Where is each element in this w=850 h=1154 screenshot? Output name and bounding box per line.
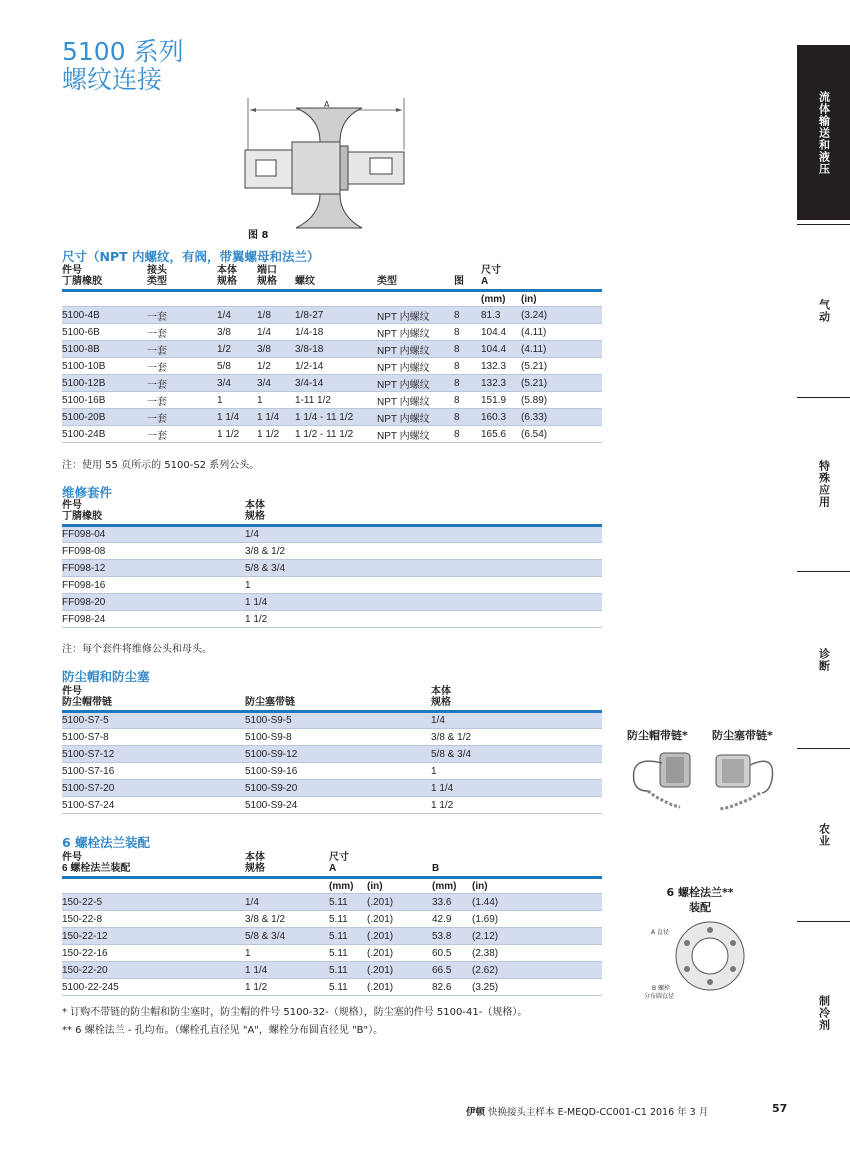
table-cell: NPT 内螺纹 [377,426,454,443]
table-row [62,945,602,962]
table-cell: 150-22-16 [62,945,245,962]
table-cell: 5.11 [329,979,367,996]
table-cell: NPT 内螺纹 [377,375,454,392]
table-row [62,894,602,911]
table-cell: 5100-16B [62,392,147,409]
table-cell: 5/8 & 3/4 [245,560,602,577]
table-row [62,358,602,375]
table-cell: (4.11) [521,341,602,358]
table-cell: 150-22-20 [62,962,245,979]
table-cell: 1 1/4 - 11 1/2 [295,409,377,426]
table-row [62,746,602,763]
table-cell: 1/4 [431,712,602,729]
table-cell: 1 1/4 [257,409,295,426]
table-cell: 5.11 [329,962,367,979]
table-cell: NPT 内螺纹 [377,409,454,426]
table-cell: 1 1/4 [217,409,257,426]
table-cell: 5/8 & 3/4 [431,746,602,763]
footer-text: 快换接头主样本 E-MEQD-CC001-C1 2016 年 3 月 [488,1107,709,1118]
table-cell: 5.11 [329,945,367,962]
col-part-number: 件号 丁腈橡胶 [62,266,147,291]
note-dimensions: 注：使用 55 页所示的 5100-S2 系列公头。 [62,460,260,471]
table-cell: 1/4 [245,526,602,543]
col-kit-body-size: 本体 规格 [245,501,602,526]
category-sidebar [797,0,850,1154]
table-row [62,409,602,426]
table-row [62,729,602,746]
footer [466,1104,708,1118]
flange-image-title: 6 螺栓法兰** 装配 [666,886,734,914]
table-cell: 8 [454,375,481,392]
section-title-flange: 6 螺栓法兰装配 [62,835,151,850]
flange-table [62,853,602,996]
table-cell: 5100-S7-8 [62,729,245,746]
table-cell: 一套 [147,375,217,392]
col-body-size: 本体 规格 [217,266,257,291]
footer-brand: 伊顿 [466,1107,486,1118]
table-cell: 151.9 [481,392,521,409]
table-cell: 5100-S7-12 [62,746,245,763]
table-cell: 82.6 [432,979,472,996]
col-flange-part: 件号 6 螺栓法兰装配 [62,853,245,878]
table-cell: 3/8 [257,341,295,358]
table-cell: 5100-S7-24 [62,797,245,814]
unit-a-mm: (mm) [329,878,367,894]
table-cell: 5100-S9-8 [245,729,431,746]
table-cell: 5.11 [329,894,367,911]
unit-b-in: (in) [472,878,602,894]
unit-mm: (mm) [481,291,521,307]
table-cell: 53.8 [432,928,472,945]
table-row [62,307,602,324]
table-cell: 3/8 & 1/2 [245,911,329,928]
table-cell: 66.5 [432,962,472,979]
table-cell: 3/8 & 1/2 [431,729,602,746]
col-kit-part-number: 件号 丁腈橡胶 [62,501,245,526]
col-flange-dim-a: 尺寸 A [329,853,432,878]
col-figure: 图 [454,266,481,291]
table-cell: (1.69) [472,911,602,928]
table-cell: NPT 内螺纹 [377,341,454,358]
col-thread: 螺纹 [295,266,377,291]
table-cell: 5100-20B [62,409,147,426]
table-cell: 1-11 1/2 [295,392,377,409]
table-cell: 1/2-14 [295,358,377,375]
col-cap-part: 件号 防尘帽带链 [62,687,245,712]
col-flange-body-size: 本体 规格 [245,853,329,878]
table-cell: 150-22-5 [62,894,245,911]
table-cell: 104.4 [481,324,521,341]
table-cell: 1/8 [257,307,295,324]
table-cell: 8 [454,341,481,358]
table-cell: 5100-6B [62,324,147,341]
table-cell: 1/4 [245,894,329,911]
table-cell: (.201) [367,945,432,962]
table-row [62,797,602,814]
table-row [62,560,602,577]
table-cell: 1 [217,392,257,409]
table-cell: 一套 [147,392,217,409]
table-cell: 1 [245,577,602,594]
table-cell: (2.38) [472,945,602,962]
table-cell: 3/4 [217,375,257,392]
table-row [62,341,602,358]
table-cell: (2.62) [472,962,602,979]
table-row [62,594,602,611]
tab-diagnostics[interactable]: 诊断 [817,647,831,672]
table-cell: 8 [454,392,481,409]
table-cell: FF098-12 [62,560,245,577]
dust-caps-table [62,687,602,814]
table-cell: (5.89) [521,392,602,409]
table-cell: (.201) [367,979,432,996]
table-cell: NPT 内螺纹 [377,324,454,341]
table-cell: 150-22-12 [62,928,245,945]
table-cell: 5/8 [217,358,257,375]
table-cell: 1 1/4 [245,962,329,979]
note-six-bolt: ** 6 螺栓法兰 - 孔均布。（螺栓孔直径见 "A"，螺栓分布圆直径见 "B"）。 [62,1025,384,1036]
table-cell: 1 1/2 [245,979,329,996]
page-title [62,38,184,94]
unit-in: (in) [521,291,602,307]
table-cell: 1/2 [257,358,295,375]
table-cell: 1 [431,763,602,780]
table-cell: 33.6 [432,894,472,911]
page-number: 57 [772,1102,788,1115]
table-cell: 一套 [147,324,217,341]
table-cell: 8 [454,324,481,341]
table-row [62,712,602,729]
flange-image [672,918,748,994]
table-cell: 1/4 [217,307,257,324]
table-cell: 8 [454,307,481,324]
table-cell: 1 1/2 - 11 1/2 [295,426,377,443]
tab-pneumatics[interactable]: 气动 [817,299,831,323]
series-subtitle: 螺纹连接 [62,65,163,94]
table-row [62,962,602,979]
table-cell: 5100-S9-20 [245,780,431,797]
table-cell: (2.12) [472,928,602,945]
table-cell: 5100-S7-16 [62,763,245,780]
table-cell: 5100-S7-5 [62,712,245,729]
table-cell: (3.24) [521,307,602,324]
table-cell: 5100-4B [62,307,147,324]
table-cell: 8 [454,358,481,375]
table-cell: FF098-04 [62,526,245,543]
unit-b-mm: (mm) [432,878,472,894]
table-cell: 8 [454,409,481,426]
table-cell: FF098-24 [62,611,245,628]
col-coupling-type: 接头 类型 [147,266,217,291]
table-cell: 5.11 [329,928,367,945]
table-cell: (.201) [367,894,432,911]
dust-plug-image [710,745,790,815]
table-row [62,543,602,560]
table-cell: 165.6 [481,426,521,443]
table-cell: 一套 [147,307,217,324]
tab-agriculture[interactable]: 农业 [817,823,831,847]
table-cell: 1 1/4 [245,594,602,611]
table-cell: 5100-24B [62,426,147,443]
table-cell: 8 [454,426,481,443]
table-cell: 1 1/2 [245,611,602,628]
flange-b-label: B 螺栓 [652,985,671,992]
table-cell: 5100-S9-16 [245,763,431,780]
table-cell: (.201) [367,911,432,928]
section-title-dust-caps: 防尘帽和防尘塞 [62,669,150,684]
table-cell: 5100-S9-12 [245,746,431,763]
table-row [62,611,602,628]
table-cell: 5.11 [329,911,367,928]
tab-special-applications[interactable]: 特殊应用 [817,460,831,508]
section-title-repair-kits: 维修套件 [62,485,113,500]
note-order-without-chain: * 订购不带链的防尘帽和防尘塞时，防尘帽的件号 5100-32-（规格），防尘塞的件号 5100-41-（规格）。 [62,1007,528,1018]
table-cell: 1 1/4 [431,780,602,797]
table-row [62,526,602,543]
table-cell: NPT 内螺纹 [377,358,454,375]
table-cell: 5100-S9-24 [245,797,431,814]
table-cell: 1/4 [257,324,295,341]
table-cell: 81.3 [481,307,521,324]
col-flange-dim-b: B [432,853,602,878]
note-repair-kits: 注：每个套件将维修公头和母头。 [62,644,212,655]
table-cell: (.201) [367,928,432,945]
series-title: 5100 系列 [62,37,184,66]
table-cell: 一套 [147,341,217,358]
table-cell: 3/4-14 [295,375,377,392]
table-cell: 104.4 [481,341,521,358]
table-row [62,763,602,780]
repair-kits-table [62,501,602,628]
table-cell: NPT 内螺纹 [377,392,454,409]
table-cell: FF098-20 [62,594,245,611]
table-row [62,911,602,928]
table-cell: (1.44) [472,894,602,911]
dimensions-table [62,266,602,443]
table-cell: 1/8-27 [295,307,377,324]
col-plug-part: 防尘塞带链 [245,687,431,712]
table-row [62,375,602,392]
table-cell: 1 [245,945,329,962]
table-cell: 5100-10B [62,358,147,375]
table-cell: (.201) [367,962,432,979]
table-cell: 3/4 [257,375,295,392]
table-row [62,928,602,945]
table-row [62,780,602,797]
table-cell: 1 [257,392,295,409]
table-cell: 1 1/2 [431,797,602,814]
plug-image-label: 防尘塞带链* [712,729,773,742]
table-row [62,324,602,341]
table-cell: (3.25) [472,979,602,996]
table-cell: 1/4-18 [295,324,377,341]
cap-image-label: 防尘帽带链* [627,729,688,742]
figure-label: 图 8 [248,230,269,241]
table-cell: 3/8 & 1/2 [245,543,602,560]
table-cell: 132.3 [481,358,521,375]
table-cell: 5100-S7-20 [62,780,245,797]
table-cell: (4.11) [521,324,602,341]
table-row [62,392,602,409]
table-row [62,426,602,443]
coupling-drawing [240,98,420,238]
table-cell: 5100-S9-5 [245,712,431,729]
table-cell: FF098-16 [62,577,245,594]
table-cell: 5100-12B [62,375,147,392]
table-cell: 150-22-8 [62,911,245,928]
table-row [62,979,602,996]
table-cell: 1 1/2 [217,426,257,443]
table-cell: (6.54) [521,426,602,443]
dust-cap-image [622,745,702,815]
table-cell: 132.3 [481,375,521,392]
table-cell: (6.33) [521,409,602,426]
table-cell: 5100-22-245 [62,979,245,996]
table-cell: 3/8-18 [295,341,377,358]
table-cell: 42.9 [432,911,472,928]
table-cell: 一套 [147,409,217,426]
flange-a-label: A 直径 [651,929,670,936]
tab-fluid-conveyance[interactable]: 流体输送和液压 [797,45,850,220]
flange-b-label-2: 分布圆直径 [644,993,675,1000]
table-cell: 一套 [147,358,217,375]
table-cell: (5.21) [521,358,602,375]
table-cell: 5/8 & 3/4 [245,928,329,945]
table-cell: 5100-8B [62,341,147,358]
col-port-size: 端口 规格 [257,266,295,291]
table-cell: 一套 [147,426,217,443]
table-cell: FF098-08 [62,543,245,560]
table-cell: NPT 内螺纹 [377,307,454,324]
table-cell: 1 1/2 [257,426,295,443]
table-cell: (5.21) [521,375,602,392]
tab-refrigerant[interactable]: 制冷剂 [817,995,831,1031]
section-title-dimensions: 尺寸（NPT 内螺纹，有阀，带翼螺母和法兰） [62,249,320,264]
col-cap-body-size: 本体 规格 [431,687,602,712]
table-cell: 3/8 [217,324,257,341]
table-row [62,577,602,594]
table-cell: 160.3 [481,409,521,426]
col-dim-a: 尺寸 A [481,266,602,291]
col-type: 类型 [377,266,454,291]
dim-a-label: A [324,100,330,109]
table-cell: 1/2 [217,341,257,358]
unit-a-in: (in) [367,878,432,894]
table-cell: 60.5 [432,945,472,962]
